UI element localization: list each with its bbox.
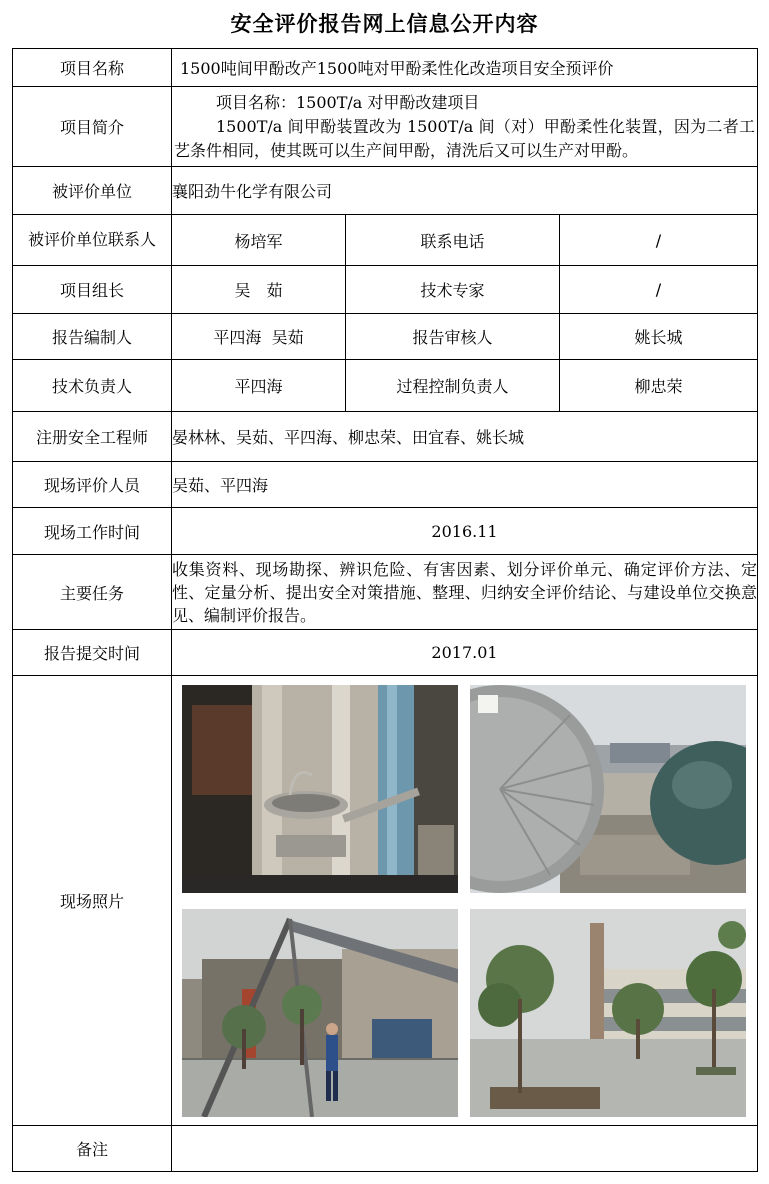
- plant-photo-svg: [182, 909, 458, 1117]
- eyewash-photo-svg: [182, 685, 458, 893]
- row-site-staff: [13, 462, 758, 508]
- site-time-label: 现场工作时间: [13, 508, 172, 555]
- engineers-value: 晏林林、吴茹、平四海、柳忠荣、田宜春、姚长城: [172, 412, 758, 462]
- process-label: 过程控制负责人: [346, 360, 560, 412]
- site-photo-eyewash: [182, 685, 458, 893]
- phone-label: 联系电话: [346, 215, 560, 266]
- site-time-value: 2016.11: [172, 508, 758, 555]
- site-staff-label: 现场评价人员: [13, 462, 172, 508]
- project-name-value: [172, 49, 758, 87]
- row-tech-lead: [13, 360, 758, 412]
- contact-value: 杨培军: [172, 215, 346, 266]
- tanks-photo-svg: [470, 685, 746, 893]
- photo-grid: [172, 677, 757, 1125]
- process-value: 柳忠荣: [560, 360, 758, 412]
- row-contact: [13, 215, 758, 266]
- contact-label: 被评价单位联系人: [13, 215, 172, 266]
- site-photo-tanks: [470, 685, 746, 893]
- row-engineers: [13, 412, 758, 462]
- project-intro-label: 项目简介: [13, 87, 172, 167]
- photos-cell: [172, 676, 758, 1126]
- project-name-label: 项目名称: [13, 49, 172, 87]
- submit-time-label: 报告提交时间: [13, 630, 172, 676]
- evaluated-unit-value: 襄阳劲牛化学有限公司: [172, 167, 758, 215]
- info-table: [12, 48, 758, 1172]
- reviewer-value: 姚长城: [560, 314, 758, 360]
- evaluated-unit-label: 被评价单位: [13, 167, 172, 215]
- project-intro-line1: 项目名称：1500T/a 对甲酚改建项目: [216, 92, 480, 112]
- row-project-intro: [13, 87, 758, 167]
- project-intro-line2: 1500T/a 间甲酚装置改为 1500T/a 间（对）甲酚柔性化装置，因为二者工艺条件相同，使其既可以生产间甲酚，清洗后又可以生产对甲酚。: [174, 116, 755, 160]
- row-evaluated-unit: [13, 167, 758, 215]
- project-intro-value: [172, 87, 758, 167]
- engineers-label: 注册安全工程师: [13, 412, 172, 462]
- tech-lead-label: 技术负责人: [13, 360, 172, 412]
- remarks-value: [172, 1126, 758, 1172]
- row-site-time: [13, 508, 758, 555]
- project-name-text: 1500吨间甲酚改产1500吨对甲酚柔性化改造项目安全预评价: [180, 59, 614, 78]
- remarks-label: 备注: [13, 1126, 172, 1172]
- compiler-value: 平四海 吴茹: [172, 314, 346, 360]
- row-photos: [13, 676, 758, 1126]
- leader-value: 吴 茹: [172, 266, 346, 314]
- row-remarks: [13, 1126, 758, 1172]
- leader-label: 项目组长: [13, 266, 172, 314]
- site-staff-value: 吴茹、平四海: [172, 462, 758, 508]
- reviewer-label: 报告审核人: [346, 314, 560, 360]
- expert-label: 技术专家: [346, 266, 560, 314]
- tasks-value: 收集资料、现场勘探、辨识危险、有害因素、划分评价单元、确定评价方法、定性、定量分析、提出安全对策措施、整理、归纳安全评价结论、与建设单位交换意见、编制评价报告。: [172, 555, 758, 630]
- site-photo-plant: [182, 909, 458, 1117]
- compiler-label: 报告编制人: [13, 314, 172, 360]
- site-photo-yard: [470, 909, 746, 1117]
- row-tasks: [13, 555, 758, 630]
- submit-time-value: 2017.01: [172, 630, 758, 676]
- tasks-label: 主要任务: [13, 555, 172, 630]
- tech-lead-value: 平四海: [172, 360, 346, 412]
- page-title: 安全评价报告网上信息公开内容: [230, 12, 539, 36]
- row-project-name: [13, 49, 758, 87]
- phone-value: /: [560, 215, 758, 266]
- row-compiler: [13, 314, 758, 360]
- yard-photo-svg: [470, 909, 746, 1117]
- photos-label: 现场照片: [13, 676, 172, 1126]
- row-submit-time: [13, 630, 758, 676]
- expert-value: /: [560, 266, 758, 314]
- row-leader: [13, 266, 758, 314]
